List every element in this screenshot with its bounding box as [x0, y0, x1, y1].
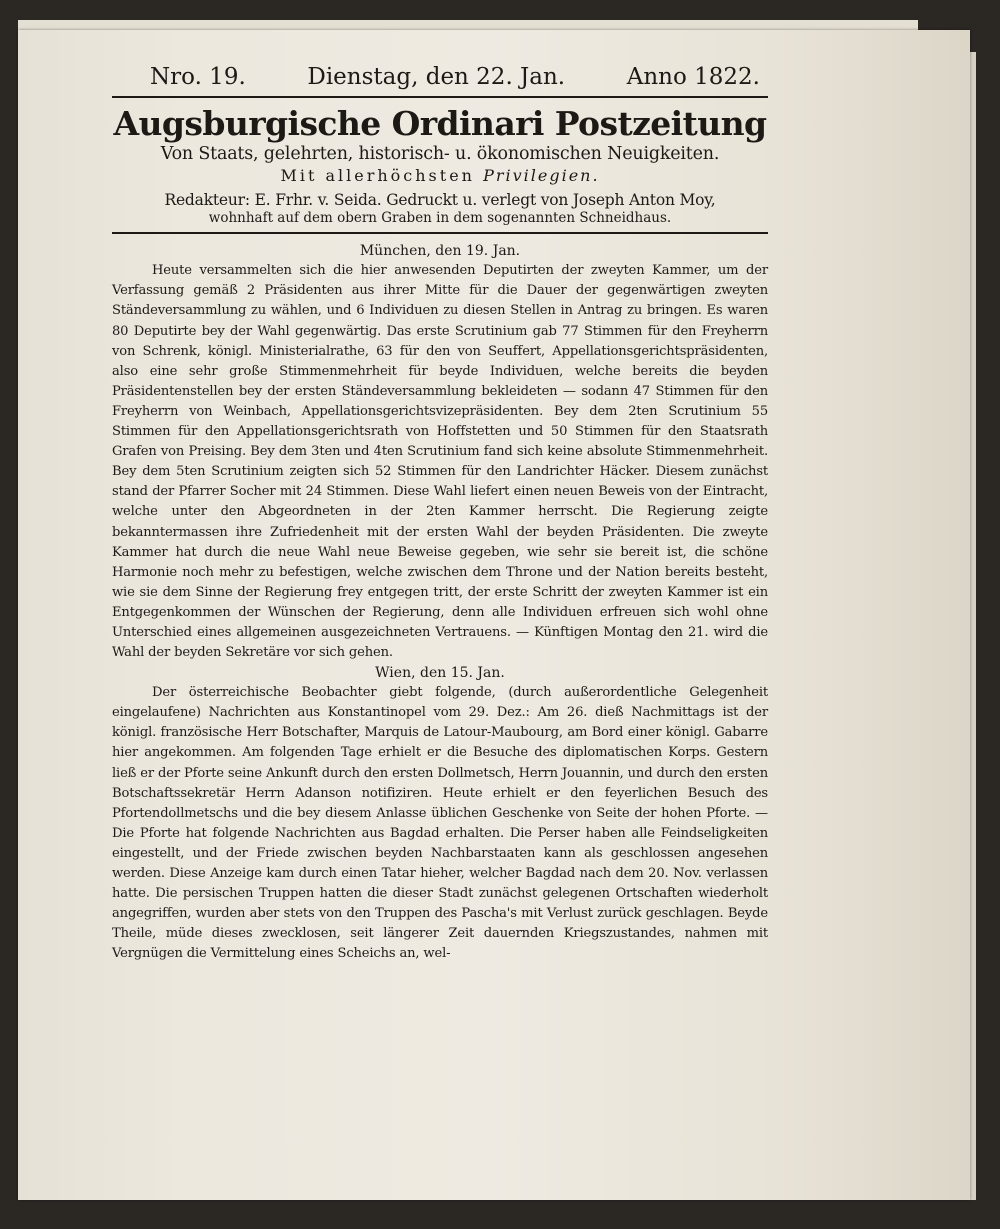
article-dateline-munich: München, den 19. Jan. — [359, 243, 521, 260]
privileges-german: Mit allerhöchsten — [280, 166, 475, 186]
newspaper-content — [112, 64, 768, 964]
editor-line: Redakteur: E. Frhr. v. Seida. Gedruckt u. verlegt von Joseph Anton Moy, — [164, 191, 716, 210]
article-paragraph: Heute versammelten sich die hier anwesenden Deputirten der zweyten Kammer, um der Verfassung gemäß 2 Präsidenten aus ihrer Mitte für die Dauer der gegenwärtigen zweyten Ständeversammlung zu wählen, und 6 Individuen zu diesen Stellen in Antrag zu bringen. Es waren 80 Deputirte bey der Wahl gegenwärtig. Das erste Scrutinium gab 77 Stimmen für den Freyherrn von Schrenk, königl. Ministerialrathe, 63 für den von Seuffert, Appellationsgerichtspräsidenten, also eine sehr große Stimmenmehrheit für beyde Individuen, welche bereits die beyden Präsidentenstellen bey der ersten Ständeversammlung bekleideten — sodann 47 Stimmen für den Freyherrn von Weinbach, Appellationsgerichtsvizepräsidenten. Bey dem 2ten Scrutinium 55 Stimmen für den Appellationsgerichtsrath von Hoffstetten und 50 Stimmen für den Staatsrath Grafen von Preising. Bey dem 3ten und 4ten Scrutinium fand sich keine absolute Stimmenmehrheit. Bey dem 5ten Scrutinium zeigten sich 52 Stimmen für den Landrichter Häcker. Diesem zunächst stand der Pfarrer Socher mit 24 Stimmen. Diese Wahl liefert einen neuen Beweis von der Eintracht, welche unter den Abgeordneten in der 2ten Kammer herrscht. Die Regierung zeigte bekanntermassen ihre Zufriedenheit mit der ersten Wahl der beyden Präsidenten. Die zweyte Kammer hat durch die neue Wahl neue Beweise gegeben, wie sehr sie bereit ist, die schöne Harmonie noch mehr zu befestigen, welche zwischen dem Throne und der Nation bereits besteht, wie sie dem Sinne der Regierung frey entgegen tritt, der erste Schritt der zweyten Kammer ist ein Entgegenkommen der Wünschen der Regierung, denn alle Individuen erfreuen sich wohl ohne Unterschied eines allgemeinen ausgezeichneten Vertrauens. — Künftigen Montag den 21. wird die Wahl der beyden Sekretäre vor sich gehen. — [112, 263, 768, 661]
issue-year: Anno 1822. — [626, 64, 760, 90]
issue-number: Nro. 19. — [150, 64, 246, 90]
address-line: wohnhaft auf dem obern Graben in dem sogenannten Schneidhaus. — [112, 210, 768, 234]
article-vienna — [112, 683, 768, 964]
newspaper-title: Augsburgische Ordinari Postzeitung — [113, 104, 767, 143]
article-paragraph: Der österreichische Beobachter giebt folgende, (durch außerordentliche Gelegenheit eingelaufene) Nachrichten aus Konstantinopel vom 29. Dez.: Am 26. dieß Nachmittags ist der königl. französische Herr Botschafter, Marquis de Latour-Maubourg, am Bord einer königl. Gabarre hier angekommen. Am folgenden Tage erhielt er die Besuche des diplomatischen Korps. Gestern ließ er der Pforte seine Ankunft durch den ersten Dollmetsch, Herrn Jouannin, und durch den ersten Botschaftssekretär Herrn Adanson notifiziren. Heute erhielt er den feyerlichen Besuch des Pfortendollmetschs und die bey diesem Anlasse üblichen Geschenke von Seite der hohen Pforte. — Die Pforte hat folgende Nachrichten aus Bagdad erhalten. Die Perser haben alle Feindseligkeiten eingestellt, und der Friede zwischen beyden Nachbarstaaten kann als geschlossen angesehen werden. Diese Anzeige kam durch einen Tatar hieher, welcher Bagdad nach dem 20. Nov. verlassen hatte. Die persischen Truppen hatten die dieser Stadt zunächst gelegenen Ortschaften wiederholt angegriffen, wurden aber stets von den Truppen des Pascha's mit Verlust zurück geschlagen. Beyde Theile, müde dieses zwecklosen, seit längerer Zeit dauernden Kriegszustandes, nahmen mit Vergnügen die Vermittelung eines Scheichs an, wel- — [112, 685, 768, 962]
article-dateline-vienna: Wien, den 15. Jan. — [375, 665, 505, 682]
issue-date: Dienstag, den 22. Jan. — [307, 64, 566, 90]
privileges-line — [112, 166, 768, 185]
masthead-line — [112, 64, 768, 98]
privileges-latin: Privilegien. — [483, 166, 600, 186]
article-munich — [112, 261, 768, 663]
newspaper-subtitle: Von Staats, gelehrten, historisch- u. ökonomischen Neuigkeiten. — [160, 144, 720, 165]
